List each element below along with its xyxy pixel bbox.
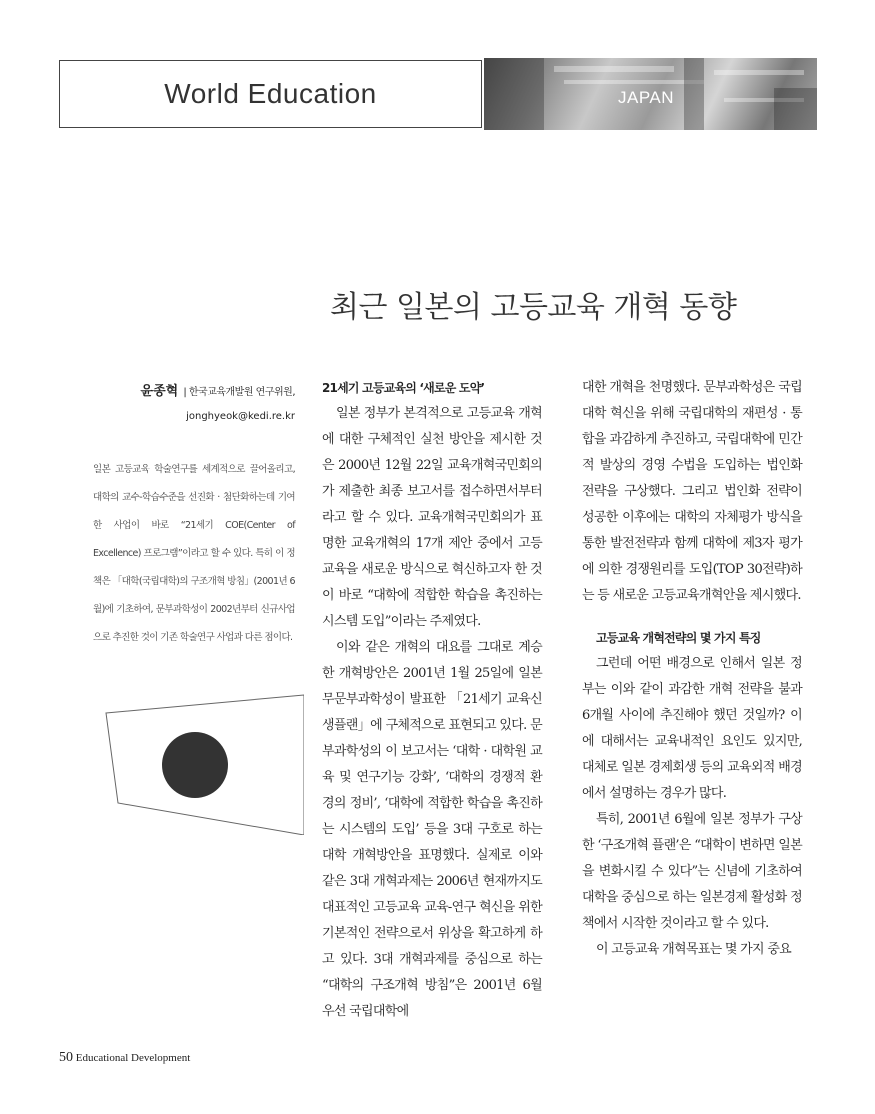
paragraph: 이와 같은 개혁의 대요를 그대로 계승한 개혁방안은 2001년 1월 25일에 일본 무문부과학성이 발표한 「21세기 교육신생플랜」에 구체적으로 표현되고 있다. 문부과학성의 이 보고서는 ‘대학 · 대학원 교육 및 연구기능 강화’, ‘대학의 경쟁적 환경의 정비’, ‘대학에 적합한 학습을 촉진하는 시스템의 도입’ 등을 3대 구호로 하는 대학 개혁방안을 표명했다. 실제로 이와 같은 3대 개혁과제는 2006년 현재까지도 대표적인 고등교육 교육-연구 혁신을 위한 기본적인 전략으로서 위상을 확고하게 하고 있다. 3대 개혁과제를 중심으로 하는 “대학의 구조개혁 방침”은 2001년 6월 우선 국립대학에 xyxy=(322,640,542,1019)
section1-heading: 21세기 고등교육의 ‘새로운 도약’ xyxy=(322,381,485,395)
body-column-1 xyxy=(322,375,542,1025)
author-email: jonghyeok@kedi.re.kr xyxy=(186,411,295,422)
paragraph: 이 고등교육 개혁목표는 몇 가지 중요 xyxy=(596,942,792,957)
section2-heading: 고등교육 개혁전략의 몇 가지 특징 xyxy=(596,631,761,645)
journal-name: Educational Development xyxy=(75,1052,191,1064)
paragraph: 그런데 어떤 배경으로 인해서 일본 정부는 이와 같이 과감한 개혁 전략을 불과 6개월 사이에 추진해야 했던 것일까? 이에 대해서는 교육내적인 요인도 있지만, 대체로 일본 경제회생 등의 교육외적 배경에서 설명하는 경우가 많다. xyxy=(582,656,802,801)
abstract: 일본 고등교육 학술연구를 세계적으로 끌어올리고, 대학의 교수-학습수준을 선진화 · 첨단화하는데 기여한 사업이 바로 “21세기 COE(Center of Excellence) 프로그램”이라고 할 수 있다. 특히 이 정책은 「대학(국립대학)의 구조개혁 방침」(2001년 6월)에 기초하여, 문부과학성이 2002년부터 신규사업으로 추진한 것이 기존 학술연구 사업과 다른 점이다. xyxy=(93,464,295,643)
page-number: 50 xyxy=(59,1050,73,1065)
author-block xyxy=(141,380,295,422)
country-label: JAPAN xyxy=(618,88,675,107)
paragraph: 일본 정부가 본격적으로 고등교육 개혁에 대한 구체적인 실천 방안을 제시한 것은 2000년 12월 22일 교육개혁국민회의가 제출한 최종 보고서를 접수하면서부터라고 할 수 있다. 교육개혁국민회의가 표명한 교육개혁의 17개 제안 중에서 고등교육을 새로운 방식으로 혁신하고자 한 것이 바로 “대학에 적합한 학습을 촉진하는 시스템 도입”이라는 주제였다. xyxy=(322,406,542,629)
japan-flag-image xyxy=(104,685,304,835)
page-footer xyxy=(59,1050,190,1066)
paragraph: 특히, 2001년 6월에 일본 정부가 구상한 ‘구조개혁 플랜’은 “대학이 변하면 일본을 변화시킬 수 있다”는 신념에 기초하여 대학을 중심으로 하는 일본경제 활성화 정책에서 시작한 것이라고 할 수 있다. xyxy=(582,812,802,931)
author-affiliation: | 한국교육개발원 연구위원, xyxy=(183,387,295,398)
article-title: 최근 일본의 고등교육 개혁 동향 xyxy=(330,290,737,325)
author-name: 윤종혁 xyxy=(140,384,179,399)
flag-circle xyxy=(162,732,228,798)
paragraph: 대한 개혁을 천명했다. 문부과학성은 국립대학 혁신을 위해 국립대학의 재편성 · 통합을 과감하게 추진하고, 국립대학에 민간적 발상의 경영 수법을 도입하는 법인화 전략을 구상했다. 그리고 법인화 전략이 성공한 이후에는 대학의 자체평가 방식을 통한 발전전략과 함께 대학에 제3자 평가에 의한 경쟁원리를 도입(TOP 30전략)하는 등 새로운 고등교육개혁안을 제시했다. xyxy=(582,380,802,603)
body-column-2 xyxy=(582,375,802,963)
header-title-box xyxy=(59,60,482,128)
section-title: World Education xyxy=(164,78,377,109)
